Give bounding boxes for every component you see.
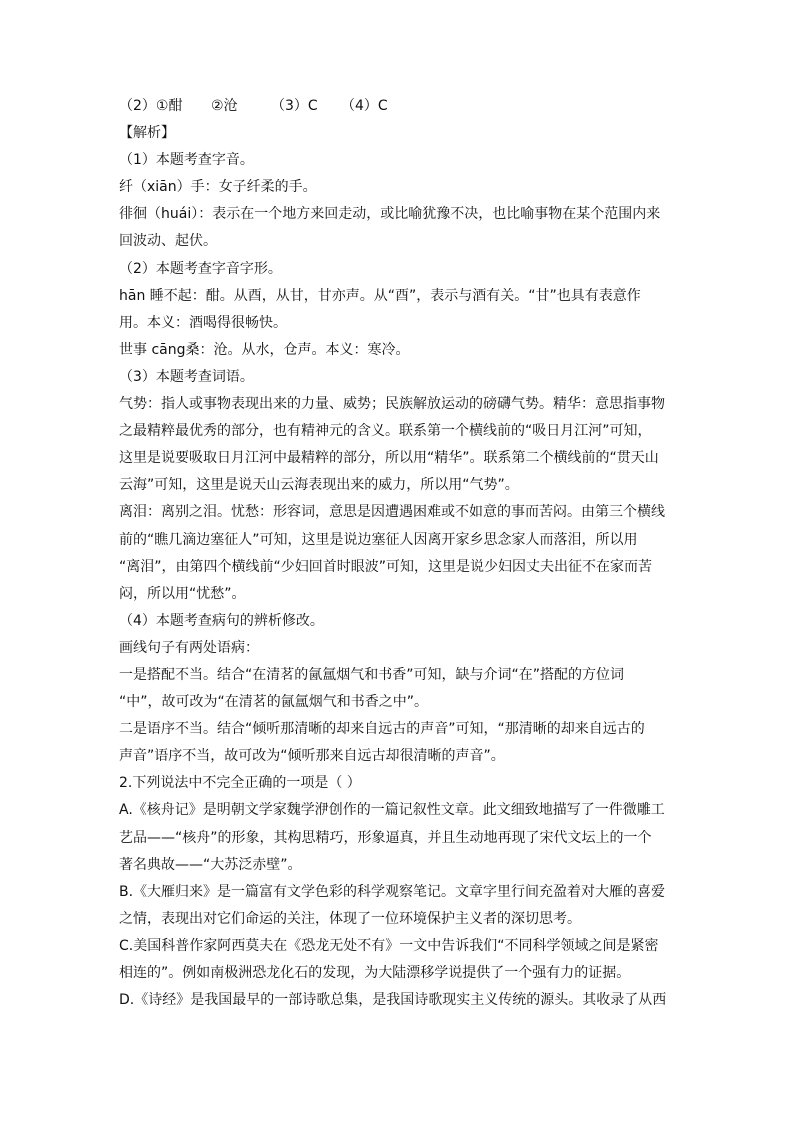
option-d-line: D.《诗经》是我国最早的一部诗歌总集，是我国诗歌现实主义传统的源头。其收录了从西 (119, 992, 667, 1009)
answer-line (119, 93, 669, 120)
text-line: （3）本题考查词语。 (119, 368, 254, 385)
option-c-line: 相连的”。例如南极洲恐龙化石的发现，为大陆漂移学说提供了一个强有力的证据。 (119, 965, 631, 981)
answer-part-2-2: ②沧 (211, 98, 238, 114)
text-line: 前的“瞧几滴边塞征人”可知，这里是说边塞征人因离开家乡思念家人而落泪，所以用 (119, 531, 638, 548)
text-line: （4）本题考查病句的辨析修改。 (119, 612, 324, 629)
text-line: 之最精粹最优秀的部分，也有精神元的含义。联系第一个横线前的“吸日月江河”可知， (119, 423, 652, 440)
answer-part-2-1: （2）①酣 (119, 98, 183, 114)
option-a-line: 著名典故——“大苏泛赤壁”。 (119, 856, 302, 873)
text-line: 徘徊（huái）：表示在一个地方来回走动，或比喻犹豫不决，也比喻事物在某个范围内来 (119, 206, 661, 223)
option-a-line: 艺品——“核舟”的形象，其构思精巧，形象逼真，并且生动地再现了宋代文坛上的一个 (119, 829, 652, 846)
text-line: 回波动、起伏。 (119, 233, 217, 250)
question-stem: 2.下列说法中不完全正确的一项是（ ） (119, 775, 361, 792)
answer-part-4: （4）C (341, 98, 388, 114)
text-line: 一是搭配不当。结合“在清茗的氤氲烟气和书香”可知，缺与介词“在”搭配的方位词 (119, 666, 625, 683)
answer-part-3: （3）C (271, 98, 318, 114)
text-line: （1）本题考查字音。 (119, 152, 254, 169)
text-line: 纤（xiān）手：女子纤柔的手。 (119, 179, 317, 196)
text-line: 这里是说要吸取日月江河中最精粹的部分，所以用“精华”。联系第二个横线前的“贯天山 (119, 450, 659, 467)
text-line: 云海”可知，这里是说天山云海表现出来的威力，所以用“气势”。 (119, 477, 519, 494)
document-page (119, 93, 669, 1014)
option-c-line: C.美国科普作家阿西莫夫在《恐龙无处不有》一文中告诉我们“不同科学领域之间是紧密 (119, 937, 659, 954)
text-line: 闷，所以用“忧愁”。 (119, 585, 246, 602)
text-line: “中”，故可改为“在清茗的氤氲烟气和书香之中”。 (119, 694, 429, 711)
option-b-line: B.《大雁归来》是一篇富有文学色彩的科学观察笔记。文章字里行间充盈着对大雁的喜爱 (119, 883, 666, 900)
text-line: 世事 cāng桑：沧。从水，仓声。本义：寒冷。 (119, 341, 410, 358)
text-line: “离泪”，由第四个横线前“少妇回首时眼波”可知，这里是说少妇因丈夫出征不在家而苦 (119, 558, 653, 575)
text-line: 离泪：离别之泪。忧愁：形容词，意思是因遭遇困难或不如意的事而苦闷。由第三个横线 (119, 504, 665, 521)
text-line: 用。本义：酒喝得很畅快。 (119, 314, 287, 331)
text-line: （2）本题考查字音字形。 (119, 260, 282, 277)
option-a-line: A.《核舟记》是明朝文学家魏学洢创作的一篇记叙性文章。此文细致地描写了一件微雕工 (119, 802, 665, 819)
text-line: 画线句子有两处语病： (119, 639, 259, 656)
option-b-line: 之情，表现出对它们命运的关注，体现了一位环境保护主义者的深切思考。 (119, 910, 581, 927)
text-line: 二是语序不当。结合“倾听那清晰的却来自远古的声音”可知，“那清晰的却来自远古的 (119, 721, 645, 738)
text-line: 气势：指人或事物表现出来的力量、威势；民族解放运动的磅礴气势。精华：意思指事物 (119, 396, 665, 413)
text-line: 声音”语序不当，故可改为“倾听那来自远古却很清晰的声音”。 (119, 748, 505, 765)
text-line: hān 睡不起：酣。从酉，从甘，甘亦声。从“酉”，表示与酒有关。“甘”也具有表意作 (119, 287, 641, 304)
analysis-heading: 【解析】 (119, 125, 175, 142)
